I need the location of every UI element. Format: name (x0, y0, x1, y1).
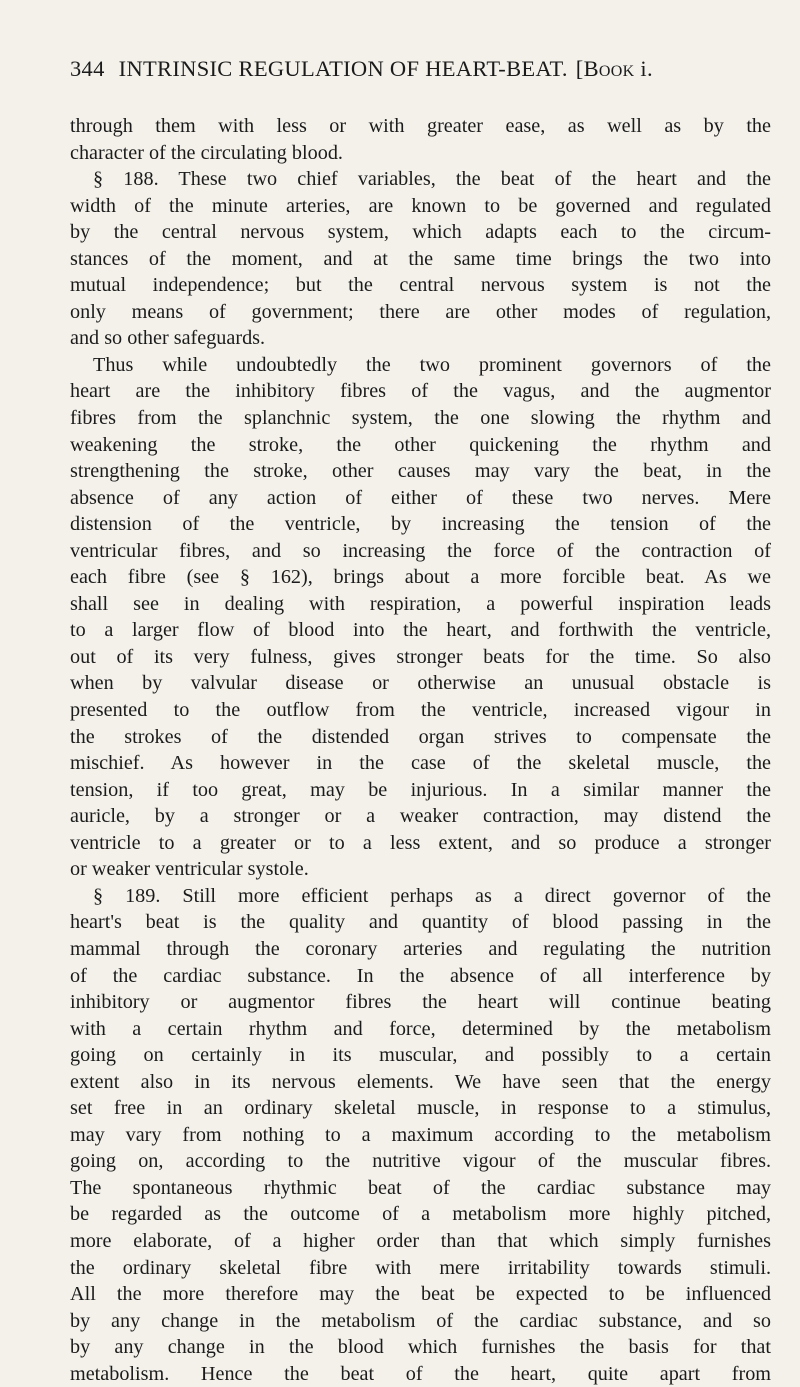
text-line: § 189. Still more efficient perhaps as a direct governor of the (93, 884, 771, 907)
book-reference: [Book i. (575, 56, 653, 81)
text-line: only means of government; there are other modes of regulation, (70, 300, 771, 323)
text-line: The spontaneous rhythmic beat of the cardiac substance may (70, 1176, 771, 1199)
text-line: to a larger flow of blood into the heart, and forthwith the ventricle, (70, 619, 771, 642)
text-line: by any change in the blood which furnishes the basis for that (70, 1336, 771, 1359)
text-line: by the central nervous system, which adapts each to the circum- (70, 221, 771, 244)
text-line: shall see in dealing with respiration, a powerful inspiration leads (70, 592, 771, 615)
text-line: mutual independence; but the central nervous system is not the (70, 274, 771, 297)
text-line: be regarded as the outcome of a metabolism more highly pitched, (70, 1203, 771, 1226)
text-line: extent also in its nervous elements. We have seen that the energy (70, 1070, 771, 1093)
text-line: heart's beat is the quality and quantity of blood passing in the (70, 911, 771, 934)
text-line: character of the circulating blood. (70, 141, 343, 164)
text-line: mammal through the coronary arteries and regulating the nutrition (70, 937, 771, 960)
running-header (70, 56, 770, 82)
text-line: weakening the stroke, the other quickening the rhythm and (70, 433, 771, 456)
text-line: tension, if too great, may be injurious. In a similar manner the (70, 778, 771, 801)
text-line: mischief. As however in the case of the skeletal muscle, the (70, 752, 771, 775)
text-line: by any change in the metabolism of the cardiac substance, and so (70, 1309, 771, 1332)
text-line: or weaker ventricular systole. (70, 858, 309, 881)
text-line: ventricular fibres, and so increasing the force of the contraction of (70, 539, 771, 562)
text-line: more elaborate, of a higher order than that which simply furnishes (70, 1229, 771, 1252)
text-line: All the more therefore may the beat be expected to be influenced (70, 1283, 771, 1306)
text-line: of the cardiac substance. In the absence of all interference by (70, 964, 771, 987)
text-line: inhibitory or augmentor fibres the heart will continue beating (70, 991, 771, 1014)
running-title: INTRINSIC REGULATION OF HEART-BEAT. (118, 56, 568, 81)
text-line: distension of the ventricle, by increasing the tension of the (70, 513, 771, 536)
text-line: each fibre (see § 162), brings about a more forcible beat. As we (70, 566, 771, 589)
text-line: the ordinary skeletal fibre with mere irritability towards stimuli. (70, 1256, 771, 1279)
text-line: going on, according to the nutritive vigour of the muscular fibres. (70, 1150, 771, 1173)
text-line: the strokes of the distended organ strives to compensate the (70, 725, 771, 748)
text-line: and so other safeguards. (70, 327, 266, 350)
text-line: metabolism. Hence the beat of the heart, quite apart from (70, 1362, 771, 1385)
text-line: auricle, by a stronger or a weaker contraction, may distend the (70, 805, 771, 828)
text-line: through them with less or with greater ease, as well as by the (70, 115, 771, 137)
body-text (70, 113, 771, 1387)
text-line: strengthening the stroke, other causes may vary the beat, in the (70, 460, 771, 483)
text-line: set free in an ordinary skeletal muscle, in response to a stimulus, (70, 1097, 771, 1120)
text-line: when by valvular disease or otherwise an unusual obstacle is (70, 672, 771, 695)
text-line: out of its very fulness, gives stronger beats for the time. So also (70, 645, 771, 668)
text-line: stances of the moment, and at the same time brings the two into (70, 247, 771, 270)
text-line: Thus while undoubtedly the two prominent governors of the (93, 353, 771, 376)
text-line: fibres from the splanchnic system, the one slowing the rhythm and (70, 407, 771, 430)
text-line: width of the minute arteries, are known to be governed and regulated (70, 194, 771, 217)
text-line: § 188. These two chief variables, the beat of the heart and the (93, 168, 771, 191)
text-line: going on certainly in its muscular, and possibly to a certain (70, 1044, 771, 1067)
page-number: 344 (70, 56, 105, 81)
text-line: ventricle to a greater or to a less extent, and so produce a stronger (70, 831, 771, 854)
text-line: may vary from nothing to a maximum according to the metabolism (70, 1123, 771, 1146)
text-line: presented to the outflow from the ventricle, increased vigour in (70, 699, 771, 722)
text-line: heart are the inhibitory fibres of the vagus, and the augmentor (70, 380, 771, 403)
text-line: with a certain rhythm and force, determined by the metabolism (70, 1017, 771, 1040)
text-line: absence of any action of either of these two nerves. Mere (70, 486, 771, 509)
